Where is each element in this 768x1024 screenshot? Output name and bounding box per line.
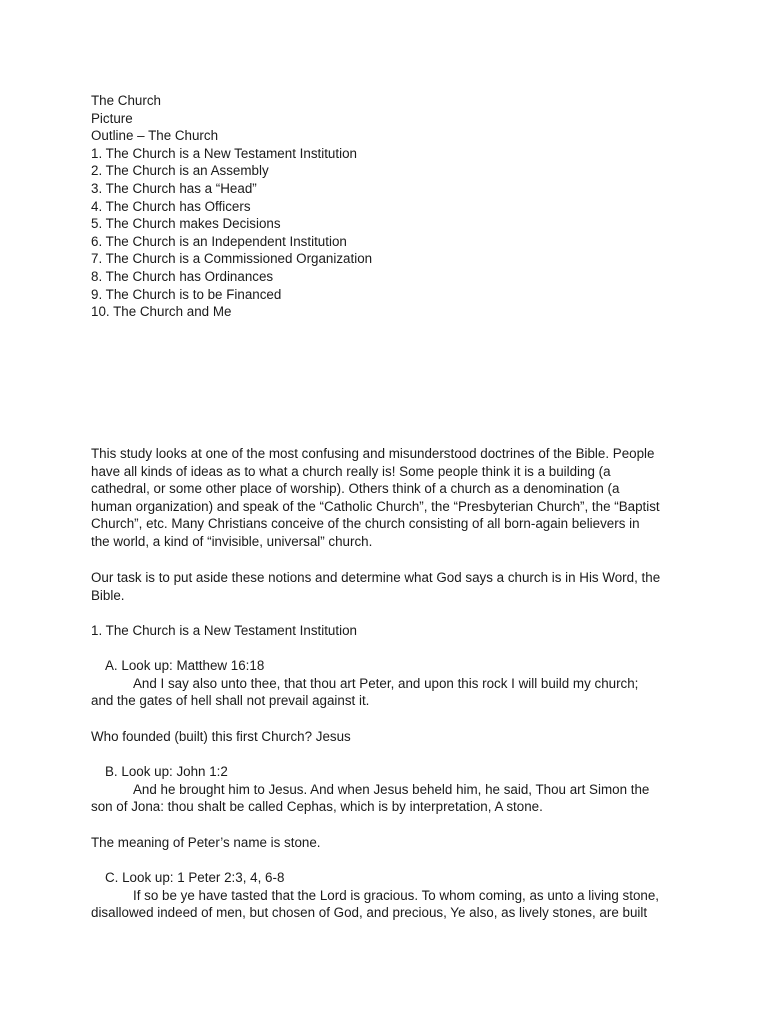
- outline-item: 2. The Church is an Assembly: [91, 163, 269, 179]
- lookup-reference: A. Look up: Matthew 16:18: [105, 658, 265, 673]
- verse-line: And I say also unto thee, that thou art Peter, and upon this rock I will build my church;: [133, 675, 639, 691]
- question-answer: [91, 834, 671, 852]
- question-text: The meaning of Peter’s name is stone.: [91, 835, 321, 850]
- paragraph-line: Bible.: [91, 587, 125, 603]
- lookup-b: [91, 763, 671, 816]
- paragraph-line: Church”, etc. Many Christians conceive of the church consisting of all born-again believers in: [91, 516, 640, 532]
- outline-item: 8. The Church has Ordinances: [91, 268, 274, 284]
- paragraph-line: the world, a kind of “invisible, universal” church.: [91, 533, 373, 549]
- outline-item: 6. The Church is an Independent Institution: [91, 233, 347, 249]
- outline-item: 9. The Church is to be Financed: [91, 286, 282, 302]
- paragraph-line: This study looks at one of the most confusing and misunderstood doctrines of the Bible. People: [91, 446, 655, 461]
- verse-line: And he brought him to Jesus. And when Jesus beheld him, he said, Thou art Simon the: [133, 781, 650, 797]
- paragraph-line: have all kinds of ideas as to what a church really is! Some people think it is a building (a: [91, 463, 611, 479]
- document-title: The Church: [91, 93, 161, 108]
- outline-item: 1. The Church is a New Testament Institution: [91, 145, 357, 161]
- lookup-a: [91, 657, 671, 710]
- picture-label: Picture: [91, 110, 133, 126]
- question-answer: [91, 728, 671, 746]
- lookup-reference: B. Look up: John 1:2: [105, 764, 228, 779]
- lookup-c: [91, 869, 671, 922]
- lookup-reference: C. Look up: 1 Peter 2:3, 4, 6-8: [105, 870, 285, 885]
- outline-item: 3. The Church has a “Head”: [91, 180, 257, 196]
- verse-line: disallowed indeed of men, but chosen of God, and precious, Ye also, as lively stones, are built: [91, 905, 648, 921]
- outline-item: 10. The Church and Me: [91, 304, 232, 320]
- intro-paragraph: [91, 445, 671, 551]
- paragraph-line: cathedral, or some other place of worship). Others think of a church as a denomination (a: [91, 481, 620, 497]
- verse-line: and the gates of hell shall not prevail against it.: [91, 693, 370, 709]
- verse-line: If so be ye have tasted that the Lord is gracious. To whom coming, as unto a living stone,: [133, 887, 660, 903]
- paragraph-line: Our task is to put aside these notions and determine what God says a church is in His Word, the: [91, 570, 661, 585]
- verse-line: son of Jona: thou shalt be called Cephas, which is by interpretation, A stone.: [91, 799, 543, 815]
- outline-item: 7. The Church is a Commissioned Organization: [91, 251, 373, 267]
- outline-section: [91, 92, 671, 321]
- section-heading-text: 1. The Church is a New Testament Institution: [91, 623, 357, 638]
- section-heading: [91, 622, 671, 640]
- outline-item: 4. The Church has Officers: [91, 198, 251, 214]
- paragraph-line: human organization) and speak of the “Catholic Church”, the “Presbyterian Church”, the “Baptist: [91, 498, 660, 514]
- outline-item: 5. The Church makes Decisions: [91, 216, 281, 232]
- question-text: Who founded (built) this first Church? Jesus: [91, 729, 351, 744]
- outline-heading: Outline – The Church: [91, 128, 219, 144]
- task-paragraph: [91, 569, 671, 604]
